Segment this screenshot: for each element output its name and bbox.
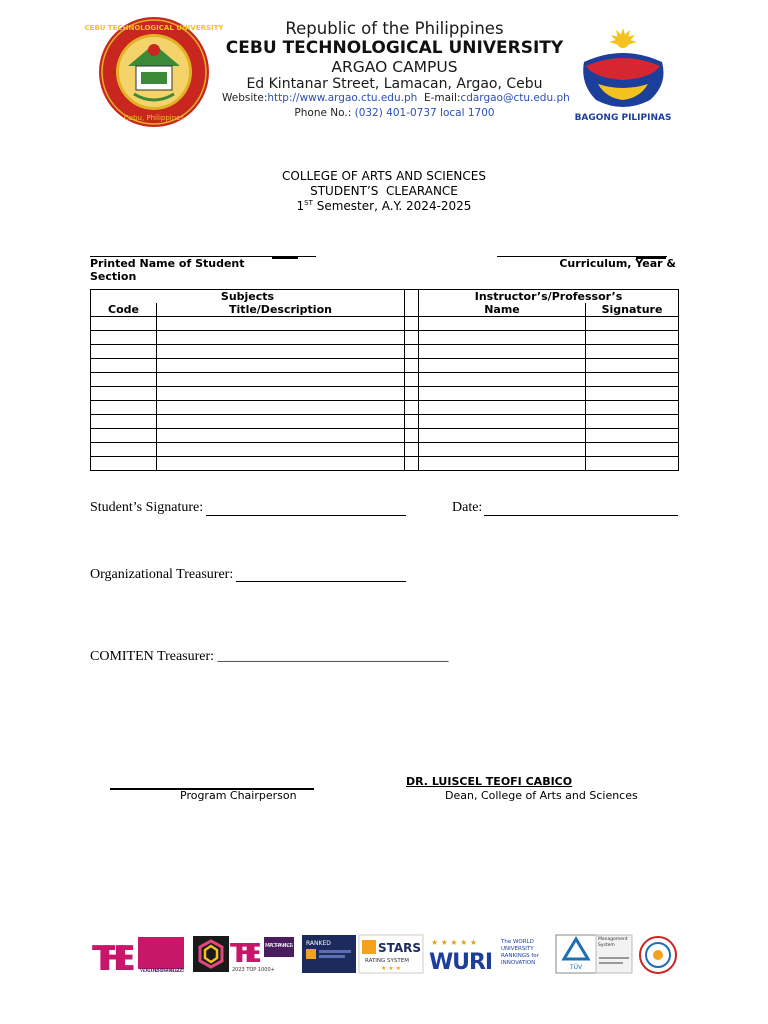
student-name-line-accent [272,244,298,259]
management-system-logo: Management System [596,935,632,973]
cell-signature[interactable] [586,345,679,359]
table-row [91,443,679,457]
cell-code[interactable] [91,317,157,331]
cell-code[interactable] [91,331,157,345]
phone-number: (032) 401-0737 local 1700 [354,107,495,119]
org-treasurer-line[interactable] [236,568,406,582]
table-header-row-2 [91,303,679,317]
svg-text:CEBU TECHNOLOGICAL UNIVERSITY: CEBU TECHNOLOGICAL UNIVERSITY [84,24,224,32]
cell-name[interactable] [419,457,586,471]
col-title-header: Title/Description [157,303,405,317]
cell-title[interactable] [157,457,405,471]
header-university-name: CEBU TECHNOLOGICAL UNIVERSITY [225,38,564,58]
cell-signature[interactable] [586,331,679,345]
cell-name[interactable] [419,373,586,387]
ctu-seal-logo [84,14,224,130]
cell-spacer [405,443,419,457]
semester-text: Semester, A.Y. 2024-2025 [312,199,472,213]
cell-title[interactable] [157,317,405,331]
header-phone [222,107,567,119]
svg-text:RANKED: RANKED [306,940,331,947]
header-contact-web [222,92,570,104]
cell-name[interactable] [419,345,586,359]
col-name-header: Name [419,303,586,317]
cell-spacer [405,415,419,429]
qs-ranked-logo [302,935,356,973]
student-signature-label: Student’s Signature: [90,500,204,515]
dean-name: DR. LUISCEL TEOFI CABICO [406,775,573,788]
comiten-treasurer-label [90,649,449,665]
cell-spacer [405,457,419,471]
table-row [91,345,679,359]
svg-text:2023 TOP 1000+: 2023 TOP 1000+ [232,967,275,973]
chairperson-signature-line[interactable] [110,776,314,790]
email-label: E-mail: [423,92,461,104]
the-impact-rankings-logo [230,934,296,974]
cell-signature[interactable] [586,317,679,331]
table-row [91,387,679,401]
table-row [91,317,679,331]
table-row [91,401,679,415]
col-code-header: Code [91,303,157,317]
date-line[interactable] [484,502,678,516]
wuri-logo: ★ ★ ★ ★ ★ WURI The WORLD UNIVERSITY RANKINGS for INNOVATION [429,938,539,975]
cell-signature[interactable] [586,373,679,387]
table-body [91,317,679,471]
svg-text:TÜV: TÜV [569,964,583,971]
cell-title[interactable] [157,345,405,359]
cell-title[interactable] [157,443,405,457]
cell-spacer [405,387,419,401]
col-spacer-header [405,303,419,317]
svg-text:THE: THE [92,939,136,979]
email-link[interactable]: cdargao@ctu.edu.ph [460,92,570,104]
date-label: Date: [452,500,483,515]
cell-name[interactable] [419,429,586,443]
cell-code[interactable] [91,359,157,373]
cell-title[interactable] [157,401,405,415]
cell-name[interactable] [419,443,586,457]
table-row [91,415,679,429]
comiten-underscore-line[interactable]: _________________________________ [217,649,449,664]
title-clearance: STUDENT’S CLEARANCE [310,184,458,198]
table-row [91,457,679,471]
cell-title[interactable] [157,429,405,443]
semester-superscript: ST [304,199,313,207]
clearance-table [90,289,679,471]
header-campus: ARGAO CAMPUS [331,58,458,76]
svg-text:★ ★ ★ ★ ★: ★ ★ ★ ★ ★ [431,938,478,947]
cell-spacer [405,429,419,443]
printed-name-label: Printed Name of Student [90,257,245,270]
cell-title[interactable] [157,387,405,401]
header-address: Ed Kintanar Street, Lamacan, Argao, Cebu [246,76,543,92]
subjects-header: Subjects [91,290,405,304]
cell-code[interactable] [91,457,157,471]
cell-signature[interactable] [586,429,679,443]
table-row [91,331,679,345]
chairperson-title: Program Chairperson [180,789,297,802]
cell-code[interactable] [91,373,157,387]
cell-signature[interactable] [586,401,679,415]
cell-code[interactable] [91,387,157,401]
svg-text:IMPACT RANKINGS: IMPACT RANKINGS [265,943,293,949]
spacer-header [405,290,419,304]
cell-code[interactable] [91,401,157,415]
cell-signature[interactable] [586,359,679,373]
header-republic: Republic of the Philippines [285,19,504,38]
cell-spacer [405,401,419,415]
cell-name[interactable] [419,359,586,373]
svg-text:STARS: STARS [378,941,422,955]
bagong-pilipinas-text: BAGONG PILIPINAS [574,113,672,123]
cell-code[interactable] [91,415,157,429]
cell-title[interactable] [157,359,405,373]
circular-seal-logo [638,935,678,975]
cell-title[interactable] [157,415,405,429]
cell-signature[interactable] [586,415,679,429]
cell-name[interactable] [419,401,586,415]
svg-text:WURI: WURI [429,950,493,975]
cell-name[interactable] [419,387,586,401]
cell-code[interactable] [91,345,157,359]
website-link[interactable]: http://www.argao.ctu.edu.ph [267,92,418,104]
cell-name[interactable] [419,415,586,429]
table-header-row-1 [91,290,679,304]
table-row [91,373,679,387]
cell-spacer [405,345,419,359]
tuv-certification-logo [556,935,596,973]
section-label: Section [90,270,137,283]
cell-signature[interactable] [586,443,679,457]
svg-text:★ ★ ★: ★ ★ ★ [381,965,401,972]
bagong-pilipinas-logo [570,22,676,124]
semester-number: 1 [296,199,305,213]
table-row [91,359,679,373]
table-row [91,429,679,443]
cell-signature[interactable] [586,457,679,471]
dean-title: Dean, College of Arts and Sciences [445,789,638,802]
col-signature-header: Signature [586,303,679,317]
cell-spacer [405,331,419,345]
curriculum-label: Curriculum, Year & [559,257,676,270]
cell-title[interactable] [157,373,405,387]
instructor-header: Instructor’s/Professor’s [419,290,679,304]
website-label: Website: [222,92,268,104]
svg-text:Cebu, Philippines: Cebu, Philippines [123,114,185,122]
cell-name[interactable] [419,317,586,331]
cell-signature[interactable] [586,387,679,401]
cell-code[interactable] [91,443,157,457]
svg-text:RATING SYSTEM: RATING SYSTEM [365,958,409,964]
student-signature-line[interactable] [206,502,406,516]
title-semester [0,199,768,213]
cell-spacer [405,317,419,331]
svg-text:WORLD UNIVERSITY RANKINGS 2023: WORLD UNIVERSITY RANKINGS 2023 [140,968,184,974]
svg-text:THE: THE [230,939,262,969]
cell-name[interactable] [419,331,586,345]
the-world-university-rankings-logo [92,934,186,979]
cell-code[interactable] [91,429,157,443]
title-college: COLLEGE OF ARTS AND SCIENCES [282,169,486,183]
cell-title[interactable] [157,331,405,345]
org-treasurer-label: Organizational Treasurer: [90,567,234,582]
hexagon-ranking-logo [193,936,229,972]
cell-spacer [405,359,419,373]
cell-spacer [405,373,419,387]
comiten-label-text: COMITEN Treasurer: [90,649,215,664]
phone-label: Phone No.: [294,107,352,119]
qs-stars-logo [359,935,423,973]
